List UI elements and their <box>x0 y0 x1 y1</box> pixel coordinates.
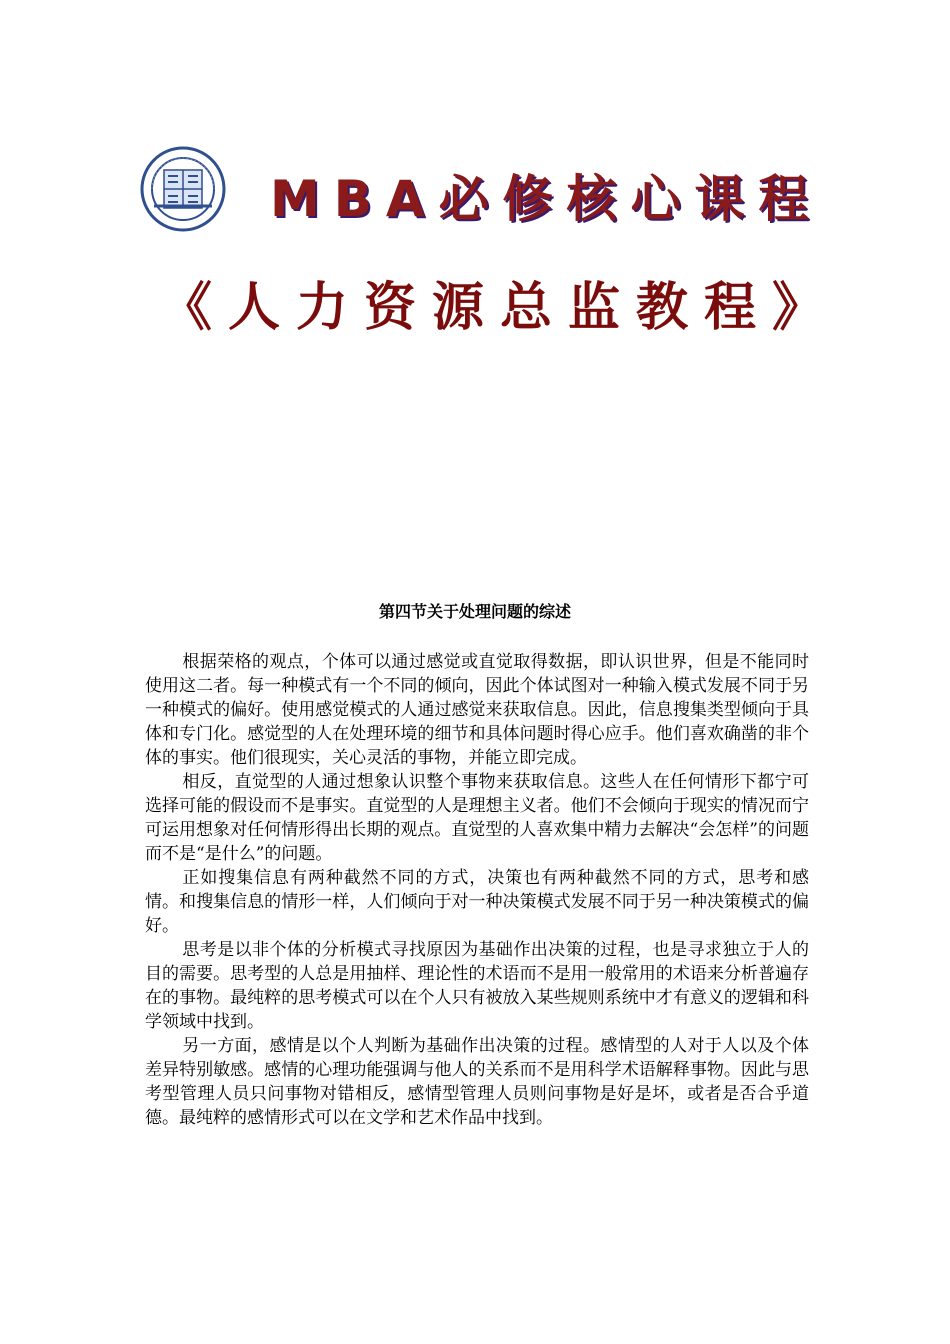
section-heading: 第四节关于处理问题的综述 <box>378 602 571 621</box>
course-title: MBA必修核心课程 <box>270 170 823 228</box>
university-seal-logo <box>140 146 226 232</box>
paragraph: 相反，直觉型的人通过想象认识整个事物来获取信息。这些人在任何情形下都宁可选择可能的假设而不是事实。直觉型的人是理想主义者。他们不会倾向于现实的情况而宁可运用想象对任何情形得出长期的观点。直觉型的人喜欢集中精力去解决“会怎样”的问题而不是“是什么”的问题。 <box>145 772 809 864</box>
paragraph: 另一方面，感情是以个人判断为基础作出决策的过程。感情型的人对于人以及个体差异特别敏感。感情的心理功能强调与他人的关系而不是用科学术语解释事物。因此与思考型管理人员只问事物对错相反，感情型管理人员则问事物是好是坏，或者是否合乎道德。最纯粹的感情形式可以在文学和艺术作品中找到。 <box>145 1036 809 1128</box>
paragraph: 根据荣格的观点，个体可以通过感觉或直觉取得数据，即认识世界，但是不能同时使用这二者。每一种模式有一个不同的倾向，因此个体试图对一种输入模式发展不同于另一种模式的偏好。使用感觉模式的人通过感觉来获取信息。因此，信息搜集类型倾向于具体和专门化。感觉型的人在处理环境的细节和具体问题时得心应手。他们喜欢确凿的非个体的事实。他们很现实，关心灵活的事物，并能立即完成。 <box>145 652 809 768</box>
book-title: 《人力资源总监教程》 <box>160 277 841 338</box>
body-text <box>145 650 809 1130</box>
paragraph: 思考是以非个体的分析模式寻找原因为基础作出决策的过程，也是寻求独立于人的目的需要。思考型的人总是用抽样、理论性的术语而不是用一般常用的术语来分析普遍存在的事物。最纯粹的思考模式可以在个人只有被放入某些规则系统中才有意义的逻辑和科学领域中找到。 <box>145 940 809 1032</box>
paragraph: 正如搜集信息有两种截然不同的方式，决策也有两种截然不同的方式，思考和感情。和搜集信息的情形一样，人们倾向于对一种决策模式发展不同于另一种决策模式的偏好。 <box>145 868 809 936</box>
